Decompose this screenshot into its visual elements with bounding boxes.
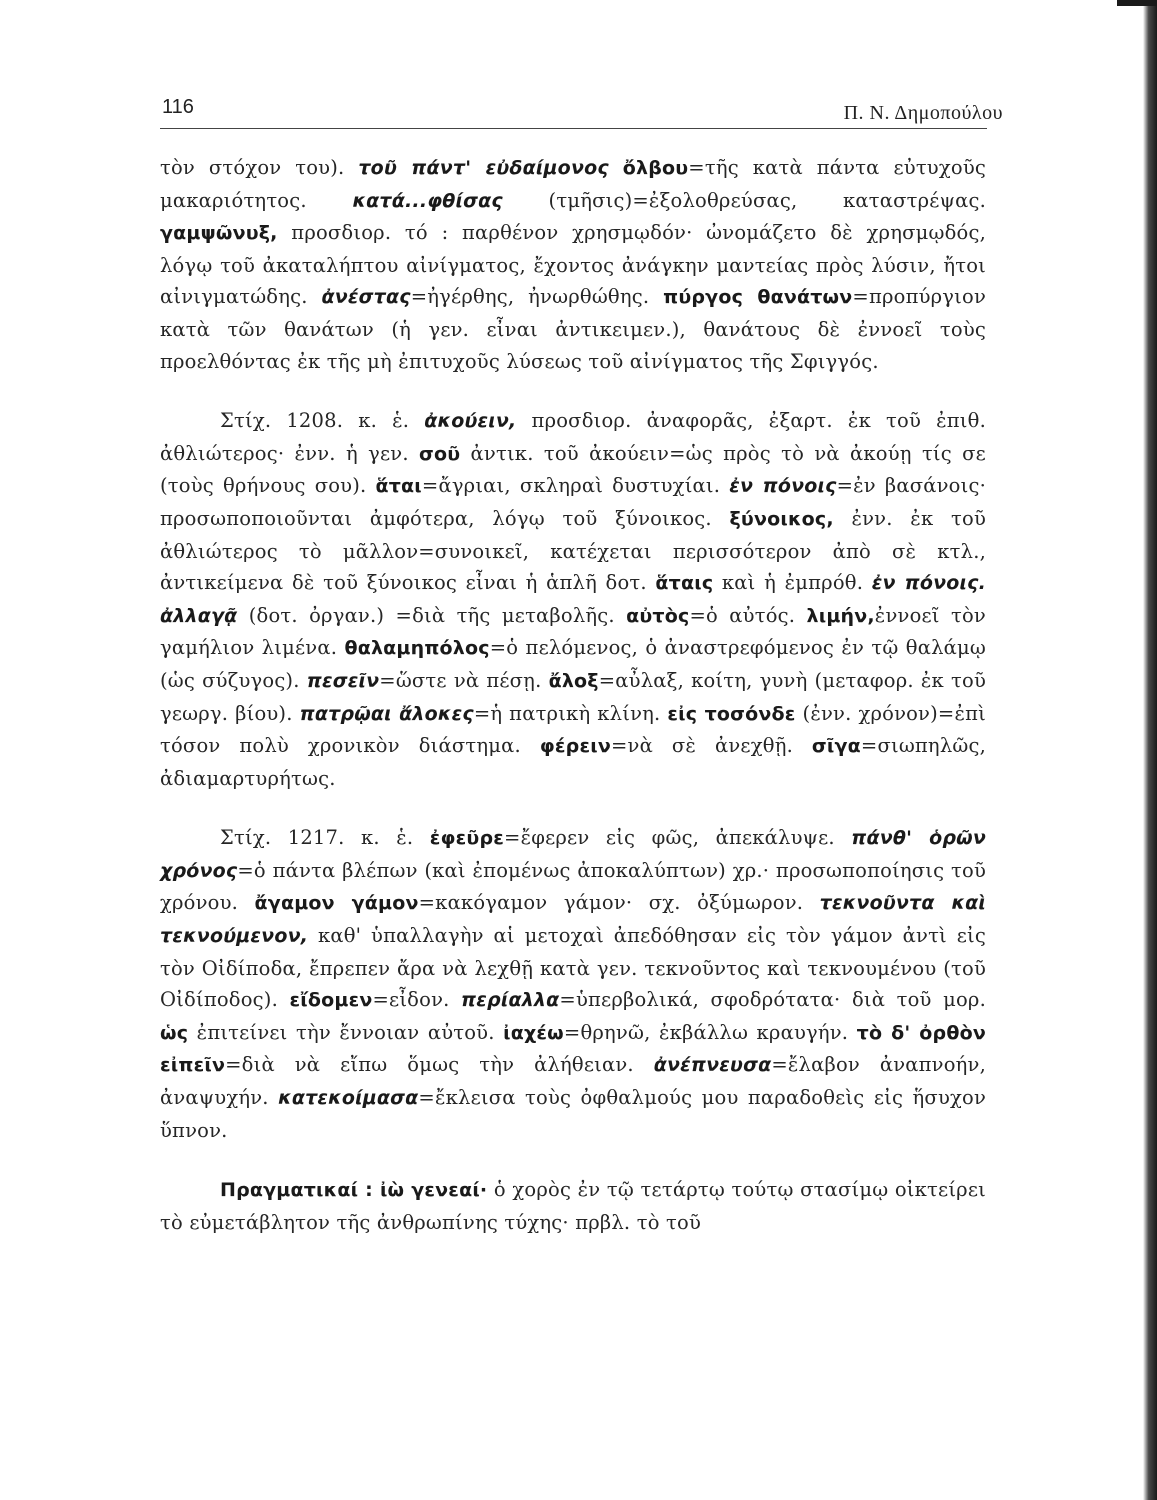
scan-page-edge: [1143, 0, 1157, 1500]
gloss-text: =ὑπερβολικά, σφοδρότατα· διὰ τοῦ μορ.: [559, 988, 986, 1012]
gloss-text: =ὁ αὐτός.: [689, 603, 807, 627]
lemma-term: ξύνοικος,: [729, 507, 834, 530]
lemma-term: τὸ δ' ὀρθὸν εἰπεῖν: [160, 1021, 986, 1077]
lemma-term: ἄγαμον γάμον: [254, 892, 419, 915]
running-head: Π. Ν. Δημοπούλου: [843, 102, 1003, 124]
paragraph: [160, 1174, 986, 1238]
gloss-text: τὸν στόχον του).: [160, 156, 359, 179]
lemma-term: σοῦ: [419, 442, 461, 465]
lemma-term: Πραγματικαί :: [220, 1179, 380, 1202]
page-number: 116: [162, 96, 194, 118]
lemma-term: ἐν πόνοις. ἀλλαγᾷ: [160, 572, 986, 627]
lemma-term: περίαλλα: [461, 989, 560, 1012]
lemma-term: θαλαμηπόλος: [344, 637, 490, 660]
gloss-text: =ἠγέρθης, ἠνωρθώθης.: [410, 285, 664, 309]
gloss-text: [609, 156, 623, 179]
gloss-text: =ὥστε νὰ πέσῃ.: [379, 668, 549, 692]
lemma-term: ὄλβου: [622, 157, 689, 179]
gloss-text: προσδιορ. ἀναφορᾶς, ἐξαρτ. ἐκ τοῦ ἐπιθ. ἀθλιώτερος· ἐνν. ἡ γεν.: [160, 409, 986, 465]
gloss-text: Στίχ. 1217. κ. ἑ.: [220, 826, 430, 850]
gloss-text: =σιωπηλῶς, ἀδιαμαρτυρήτως.: [160, 734, 986, 790]
gloss-text: ἐπιτείνει τὴν ἔννοιαν αὐτοῦ.: [188, 1020, 504, 1044]
lemma-term: πάνθ' ὁρῶν χρόνος: [160, 827, 986, 882]
gloss-text: =ἔφερεν εἰς φῶς, ἀπεκάλυψε.: [504, 826, 852, 850]
gloss-text: =νὰ σὲ ἀνεχθῇ.: [611, 734, 812, 758]
gloss-text: (τμῆσις)=ἐξολοθρεύσας, καταστρέψας.: [502, 188, 986, 212]
gloss-text: προσδιορ. τό : παρθένον χρησμῳδόν· ὠνομάζετο δὲ χρησμῳδός, λόγῳ τοῦ ἀκαταλήπτου αἰνίγματος, ἔχοντος ἀνάγκην μαντείας πρὸς λύσιν, ἤτοι αἰνιγματώδης.: [160, 221, 986, 309]
gloss-text: =ὁ πάντα βλέπων (καὶ ἐπομένως ἀποκαλύπτων) χρ.· προσωποποίησις τοῦ χρόνου.: [160, 858, 986, 915]
lemma-term: σῖγα: [811, 735, 861, 758]
lemma-term: τεκνοῦντα καὶ τεκνούμενον,: [160, 892, 987, 948]
gloss-text: =αὖλαξ, κοίτη, γυνὴ (μεταφορ. ἐκ τοῦ γεωργ. βίου).: [160, 668, 986, 725]
gloss-text: =ἐν βασάνοις· προσωποποιοῦνται ἀμφότερα, λόγῳ τοῦ ξύνοικος.: [160, 474, 986, 530]
gloss-text: =ἔκλεισα τοὺς ὀφθαλμούς μου παραδοθεὶς εἰς ἥσυχον ὕπνον.: [160, 1086, 987, 1142]
lemma-term: ἰαχέω: [503, 1021, 564, 1044]
lemma-term: πύργος θανάτων: [663, 286, 853, 309]
lemma-term: ἰὼ γενεαί·: [379, 1179, 488, 1202]
lemma-term: κατεκοίμασα: [278, 1087, 419, 1110]
lemma-term: γαμψῶνυξ,: [160, 222, 278, 245]
scan-corner-shadow: [1117, 0, 1157, 6]
gloss-text: =θρηνῶ, ἐκβάλλω κραυγήν.: [563, 1020, 857, 1044]
gloss-text: καθ' ὑπαλλαγὴν αἱ μετοχαὶ ἀπεδόθησαν εἰς τὸν γάμον ἀντὶ εἰς τὸν Οἰδίποδα, ἔπρεπεν ἄρα νὰ λεχθῇ κατὰ γεν. τεκνοῦντος καὶ τεκνουμένου (τοῦ Οἰδίποδος).: [160, 924, 986, 1012]
lemma-term: ἐφεῦρε: [429, 827, 505, 850]
paragraph: [160, 822, 986, 1146]
gloss-text: ἐνν. ἐκ τοῦ ἀθλιώτερος τὸ μᾶλλον=συνοικεῖ, κατέχεται περισσότερον ἀπὸ σὲ κτλ., ἀντικείμενα δὲ τοῦ ξύνοικος εἶναι ἡ ἁπλῆ δοτ.: [160, 506, 987, 595]
lemma-term: πατρῷαι ἄλοκες: [299, 702, 474, 725]
gloss-text: =προπύργιον κατὰ τῶν θανάτων (ἡ γεν. εἶναι ἀντικειμεν.), θανάτους δὲ ἐννοεῖ τοὺς προελθόντας ἐκ τῆς μὴ ἐπιτυχοῦς λύσεως τοῦ αἰνίγματος τῆς Σφιγγός.: [160, 285, 986, 373]
gloss-text: =τῆς κατὰ πάντα εὐτυχοῦς μακαριότητος.: [160, 156, 986, 212]
lemma-term: φέρειν: [539, 735, 611, 758]
lemma-term: αὐτὸς: [626, 604, 690, 627]
gloss-text: =ὁ πελόμενος, ὁ ἀναστρεφόμενος ἐν τῷ θαλάμῳ (ὡς σύζυγος).: [160, 636, 986, 692]
lemma-term: ὡς: [160, 1021, 189, 1044]
lemma-term: εἴδομεν: [289, 989, 373, 1012]
commentary-body: [160, 152, 986, 1266]
lemma-term: ἀνέστας: [321, 286, 411, 309]
lemma-term: ἅται: [375, 475, 422, 498]
paragraph: [160, 152, 986, 377]
gloss-text: ἀντικ. τοῦ ἀκούειν=ὡς πρὸς τὸ νὰ ἀκούῃ τίς σε (τοὺς θρήνους σου).: [160, 441, 986, 498]
lemma-term: ἐν πόνοις: [729, 475, 837, 498]
lemma-term: ἅταις: [655, 572, 714, 595]
lemma-term: λιμήν,: [806, 604, 875, 627]
lemma-term: πεσεῖν: [306, 669, 380, 692]
page-header: [160, 92, 1003, 129]
lemma-term: εἰς τοσόνδε: [667, 702, 796, 725]
gloss-text: Στίχ. 1208. κ. ἑ.: [220, 409, 425, 433]
gloss-text: =ἡ πατρικὴ κλίνη.: [473, 701, 668, 725]
gloss-text: (δοτ. ὀργαν.) =διὰ τῆς μεταβολῆς.: [237, 603, 627, 627]
gloss-text: ἐννοεῖ τὸν γαμήλιον λιμένα.: [160, 603, 986, 660]
gloss-text: ὁ χορὸς ἐν τῷ τετάρτῳ τούτῳ στασίμῳ οἰκτείρει τὸ εὐμετάβλητον τῆς ἀνθρωπίνης τύχης· πρβλ. τὸ τοῦ: [160, 1178, 986, 1234]
paragraph: [160, 405, 986, 794]
lemma-term: τοῦ πάντ' εὐδαίμονος: [358, 157, 609, 179]
gloss-text: =ἔλαβον ἀναπνοήν, ἀναψυχήν.: [160, 1053, 986, 1110]
lemma-term: ἄλοξ: [548, 669, 599, 692]
lemma-term: ἀνέπνευσα: [653, 1054, 772, 1077]
gloss-text: =ἄγριαι, σκληραὶ δυστυχίαι.: [421, 474, 730, 498]
lemma-term: κατά...φθίσας: [352, 189, 503, 212]
gloss-text: καὶ ἡ ἐμπρόθ.: [713, 571, 872, 595]
gloss-text: (ἐνν. χρόνον)=ἐπὶ τόσον πολὺ χρονικὸν διάστημα.: [160, 701, 986, 758]
gloss-text: =εἶδον.: [372, 988, 462, 1012]
gloss-text: =διὰ νὰ εἴπω ὅμως τὴν ἀλήθειαν.: [225, 1053, 654, 1077]
lemma-term: ἀκούειν,: [424, 410, 517, 433]
gloss-text: =κακόγαμον γάμον· σχ. ὀξύμωρον.: [418, 891, 820, 915]
